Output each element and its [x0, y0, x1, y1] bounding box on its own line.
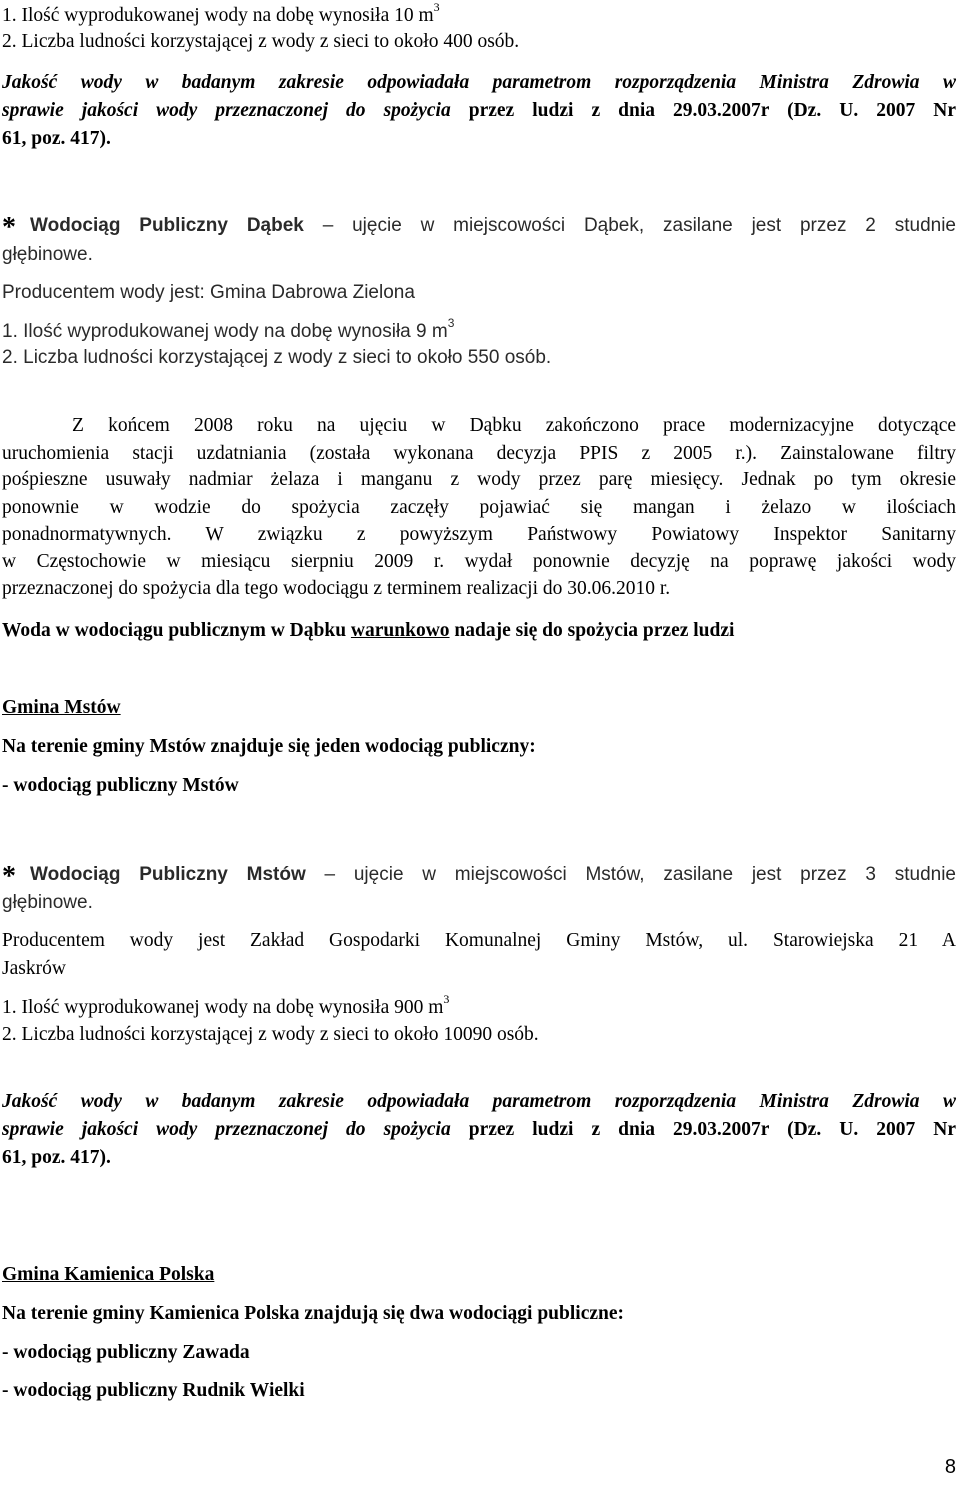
kamienica-list-item: - wodociąg publiczny Rudnik Wielki — [2, 1380, 305, 1401]
quality-paragraph-line: Jakość wody w badanym zakresie odpowiadała parametrom rozporządzenia Ministra Zdrowia w — [2, 1091, 956, 1112]
mstow-intro: Na terenie gminy Mstów znajduje się jeden wodociąg publiczny: — [2, 736, 536, 757]
kamienica-intro: Na terenie gminy Kamienica Polska znajdują się dwa wodociągi publiczne: — [2, 1303, 625, 1324]
modernization-paragraph-line: Z końcem 2008 roku na ujęciu w Dąbku zakończono prace modernizacyjne dotyczące — [72, 415, 956, 436]
producer-dabek: Producentem wody jest: Gmina Dabrowa Zielona — [2, 282, 415, 303]
modernization-paragraph-line: w Częstochowie w miesiącu sierpniu 2009 r. wydał ponownie decyzję na poprawę jakości wody — [2, 551, 956, 572]
waterworks-mstow-line: głębinowe. — [2, 892, 93, 913]
producer-mstow: Jaskrów — [2, 958, 66, 979]
list-item-population: 2. Liczba ludności korzystającej z wody z sieci to około 550 osób. — [2, 347, 552, 368]
quality-paragraph-line: Jakość wody w badanym zakresie odpowiadała parametrom rozporządzenia Ministra Zdrowia w — [2, 72, 956, 93]
modernization-paragraph-line: ponownie w wodzie do spożycia zaczęły pojawiać się mangan i żelazo w ilościach — [2, 497, 956, 518]
section-heading-mstow: Gmina Mstów — [2, 697, 121, 718]
mstow-list-item: - wodociąg publiczny Mstów — [2, 775, 239, 796]
quality-paragraph-line: sprawie jakości wody przeznaczonej do spożycia przez ludzi z dnia 29.03.2007r (Dz. U. 2007 Nr — [2, 1119, 956, 1140]
waterworks-dabek-line: głębinowe. — [2, 244, 93, 265]
list-item-water-volume: 1. Ilość wyprodukowanej wody na dobę wynosiła 9 $m^3$ — [2, 315, 455, 342]
modernization-paragraph-line: pośpieszne usuwały nadmiar żelaza i manganu z wody przez parę miesięcy. Jednak po tym okresie — [2, 469, 956, 490]
modernization-paragraph-line: ponadnormatywnych. W związku z powyższym Państwowy Powiatowy Inspektor Sanitarny — [2, 524, 956, 545]
list-item-water-volume: 1. Ilość wyprodukowanej wody na dobę wynosiła 900 $m^3$ — [2, 991, 450, 1018]
producer-mstow: Producentem wody jest Zakład Gospodarki Komunalnej Gminy Mstów, ul. Starowiejska 21 A — [2, 930, 956, 951]
waterworks-mstow-heading: * Wodociąg Publiczny Mstów – ujęcie w miejscowości Mstów, zasilane jest przez 3 studnie — [2, 861, 956, 892]
dabek-verdict: Woda w wodociągu publicznym w Dąbku warunkowo nadaje się do spożycia przez ludzi — [2, 620, 735, 641]
quality-paragraph-line: 61, poz. 417). — [2, 1147, 111, 1168]
kamienica-list-item: - wodociąg publiczny Zawada — [2, 1342, 250, 1363]
page-number: 8 — [944, 1456, 956, 1478]
waterworks-dabek-heading: * Wodociąg Publiczny Dąbek – ujęcie w miejscowości Dąbek, zasilane jest przez 2 studnie — [2, 212, 956, 243]
quality-paragraph-line: sprawie jakości wody przeznaczonej do spożycia przez ludzi z dnia 29.03.2007r (Dz. U. 2007 Nr — [2, 100, 956, 121]
modernization-paragraph-line: przeznaczonej do spożycia dla tego wodociągu z terminem realizacji do 30.06.2010 r. — [2, 578, 671, 599]
list-item-water-volume: 1. Ilość wyprodukowanej wody na dobę wynosiła 10 $m^3$ — [2, 0, 440, 26]
modernization-paragraph-line: uruchomienia stacji uzdatniania (została wykonana decyzja PPIS z 2005 r.). Zainstalowane filtry — [2, 443, 956, 464]
list-item-population: 2. Liczba ludności korzystającej z wody z sieci to około 400 osób. — [2, 31, 520, 52]
section-heading-kamienica: Gmina Kamienica Polska — [2, 1264, 215, 1285]
list-item-population: 2. Liczba ludności korzystającej z wody z sieci to około 10090 osób. — [2, 1024, 539, 1045]
quality-paragraph-line: 61, poz. 417). — [2, 128, 111, 149]
